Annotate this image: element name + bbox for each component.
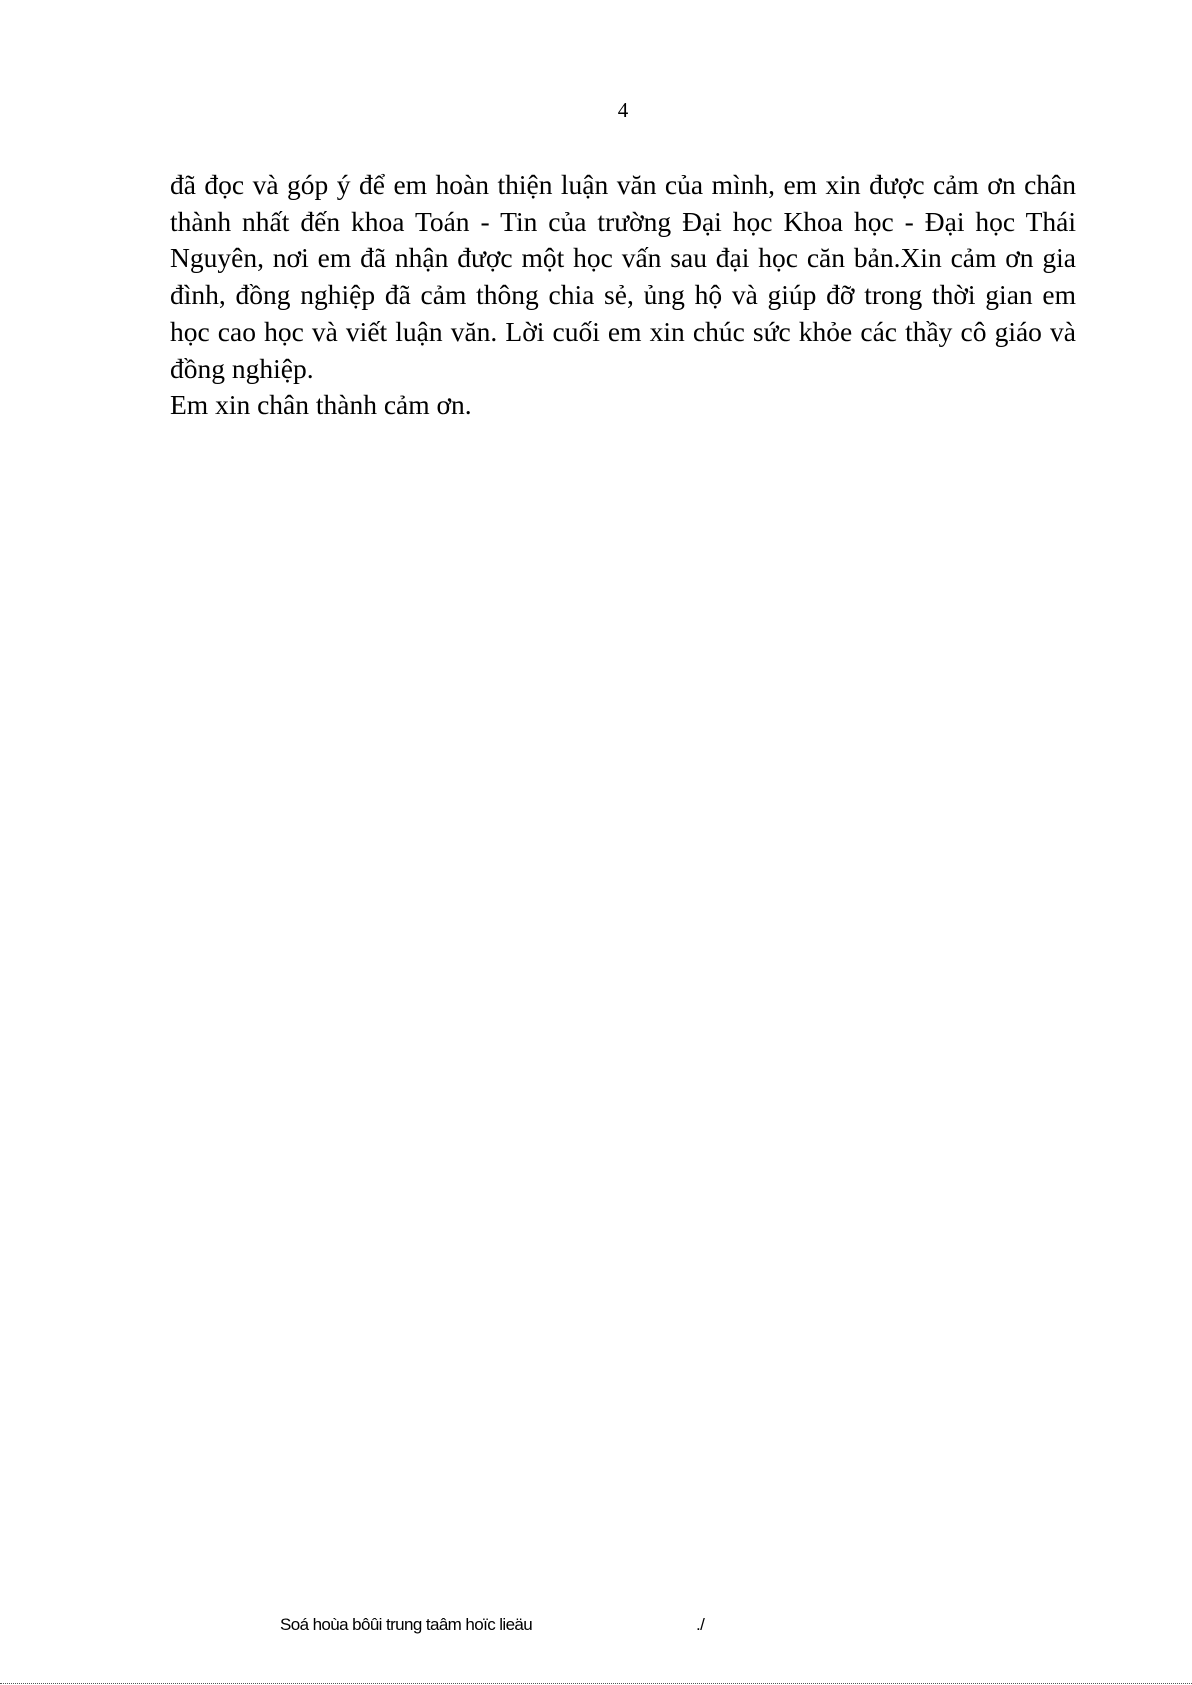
closing-line: Em xin chân thành cảm ơn.: [170, 389, 472, 421]
footer-watermark-text: Soá hoùa bôûi trung taâm hoïc lieäu: [280, 1615, 533, 1634]
acknowledgement-paragraph: đã đọc và góp ý để em hoàn thiện luận văn của mình, em xin được cảm ơn chân thành nhất đến khoa Toán - Tin của trường Đại học Khoa học - Đại học Thái Nguyên, nơi em đã nhận được một học vấn sau đại học căn bản.Xin cảm ơn gia đình, đồng nghiệp đã cảm thông chia sẻ, ủng hộ và giúp đỡ trong thời gian em học cao học và viết luận văn. Lời cuối em xin chúc sức khỏe các thầy cô giáo và đồng nghiệp.: [170, 169, 1076, 384]
document-body: [170, 167, 1076, 424]
footer-link-text: ./: [696, 1615, 705, 1634]
page-number: 4: [617, 98, 629, 122]
page-bottom-divider: [0, 1683, 1192, 1684]
